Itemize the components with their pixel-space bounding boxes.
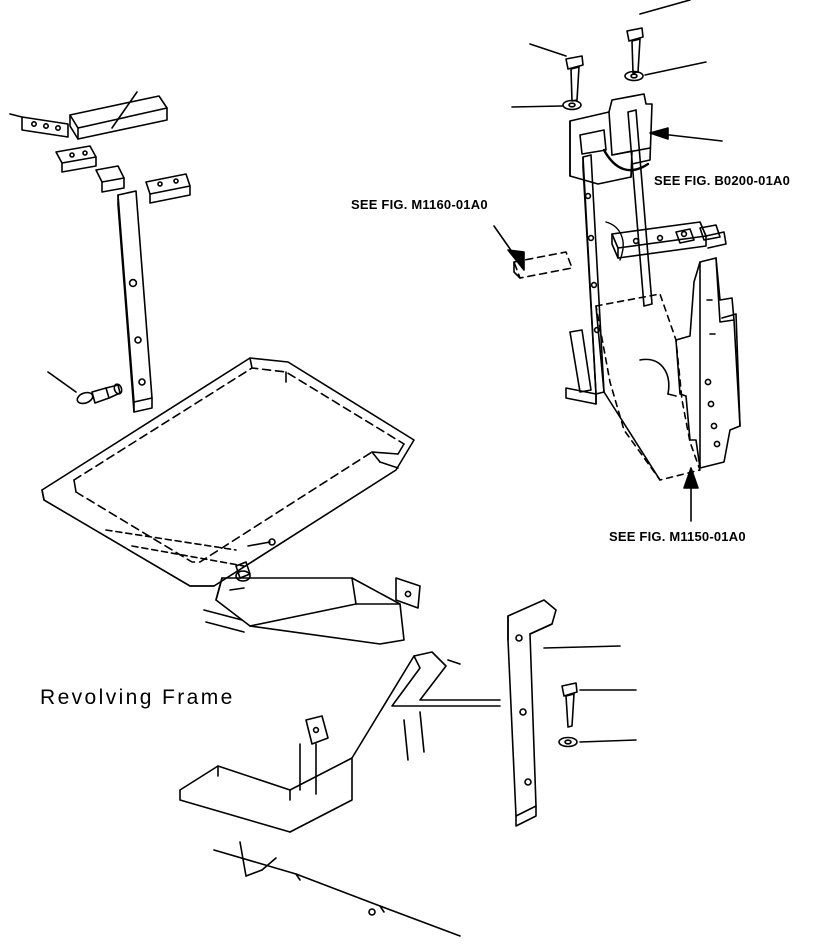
washer-b bbox=[563, 101, 581, 110]
bolt-top-right-a bbox=[627, 28, 643, 73]
lower-right-bar-assembly bbox=[508, 600, 636, 826]
label-see-fig-b0200: SEE FIG. B0200-01A0 bbox=[654, 173, 791, 188]
label-see-fig-m1160: SEE FIG. M1160-01A0 bbox=[351, 197, 488, 212]
upper-right-bracket-assembly bbox=[512, 0, 722, 184]
bolt-upper-left bbox=[76, 383, 123, 405]
side-panel-assembly bbox=[494, 110, 740, 521]
label-see-fig-m1150: SEE FIG. M1150-01A0 bbox=[609, 529, 746, 544]
bolt-top-right-b bbox=[566, 56, 583, 101]
washer-lower bbox=[559, 738, 577, 747]
diagram-caption: Revolving Frame bbox=[40, 686, 235, 709]
upper-left-bracket-assembly bbox=[10, 92, 190, 412]
bolt-lower-right bbox=[562, 683, 636, 727]
